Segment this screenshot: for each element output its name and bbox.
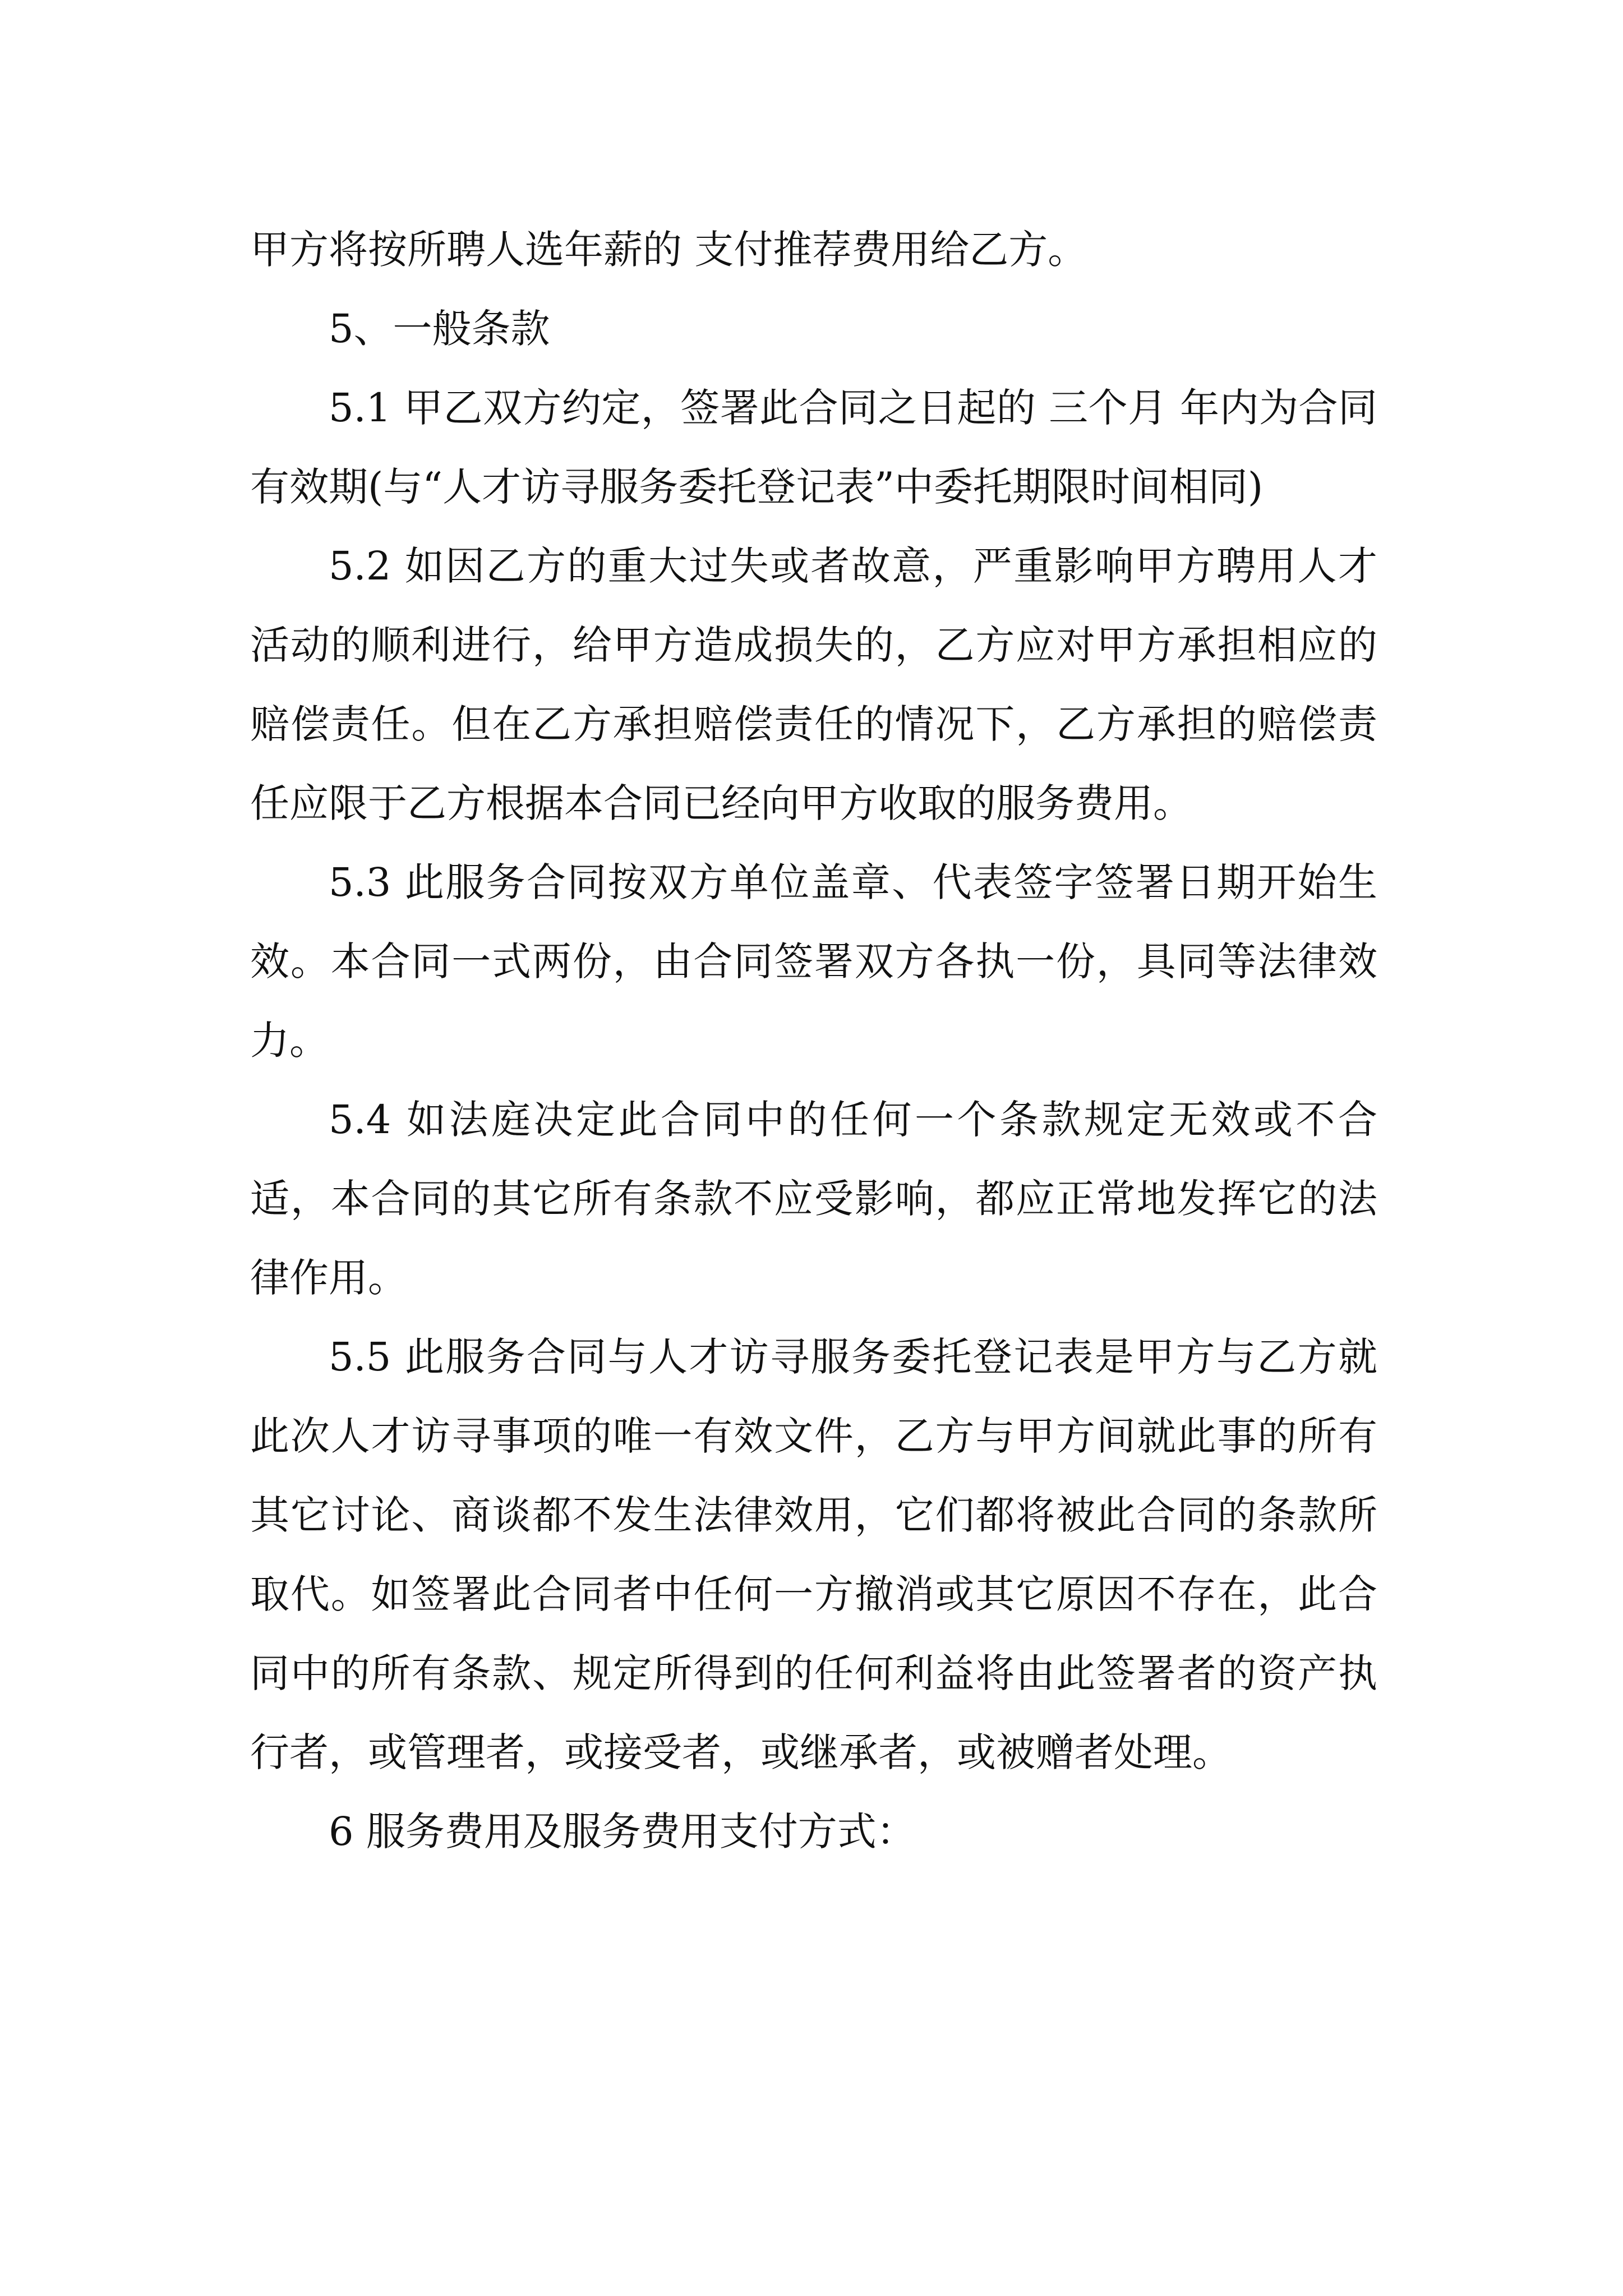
clause-5-2: 5.2 如因乙方的重大过失或者故意，严重影响甲方聘用人才活动的顺利进行，给甲方造成损失的，乙方应对甲方承担相应的赔偿责任。但在乙方承担赔偿责任的情况下，乙方承担的赔偿责任应限于乙方根据本合同已经向甲方收取的服务费用。: [250, 543, 1377, 826]
document-body: [250, 210, 1377, 1871]
clause-5-4: 5.4 如法庭决定此合同中的任何一个条款规定无效或不合适，本合同的其它所有条款不应受影响，都应正常地发挥它的法律作用。: [250, 1097, 1377, 1301]
heading-service-fees: 6 服务费用及服务费用支付方式：: [329, 1809, 916, 1855]
paragraph-fee-payment: 甲方将按所聘人选年薪的 支付推荐费用给乙方。: [250, 227, 1087, 273]
clause-5-3: 5.3 此服务合同按双方单位盖章、代表签字签署日期开始生效。本合同一式两份，由合同签署双方各执一份，具同等法律效力。: [250, 859, 1377, 1064]
clause-5-5: 5.5 此服务合同与人才访寻服务委托登记表是甲方与乙方就此次人才访寻事项的唯一有效文件，乙方与甲方间就此事的所有其它讨论、商谈都不发生法律效用，它们都将被此合同的条款所取代。如签署此合同者中任何一方撤消或其它原因不存在，此合同中的所有条款、规定所得到的任何利益将由此签署者的资产执行者，或管理者，或接受者，或继承者，或被赠者处理。: [250, 1334, 1377, 1775]
heading-general-terms: 5、一般条款: [329, 306, 550, 352]
clause-5-1: 5.1 甲乙双方约定，签署此合同之日起的 三个月 年内为合同有效期(与“人才访寻服务委托登记表”中委托期限时间相同): [250, 385, 1377, 510]
